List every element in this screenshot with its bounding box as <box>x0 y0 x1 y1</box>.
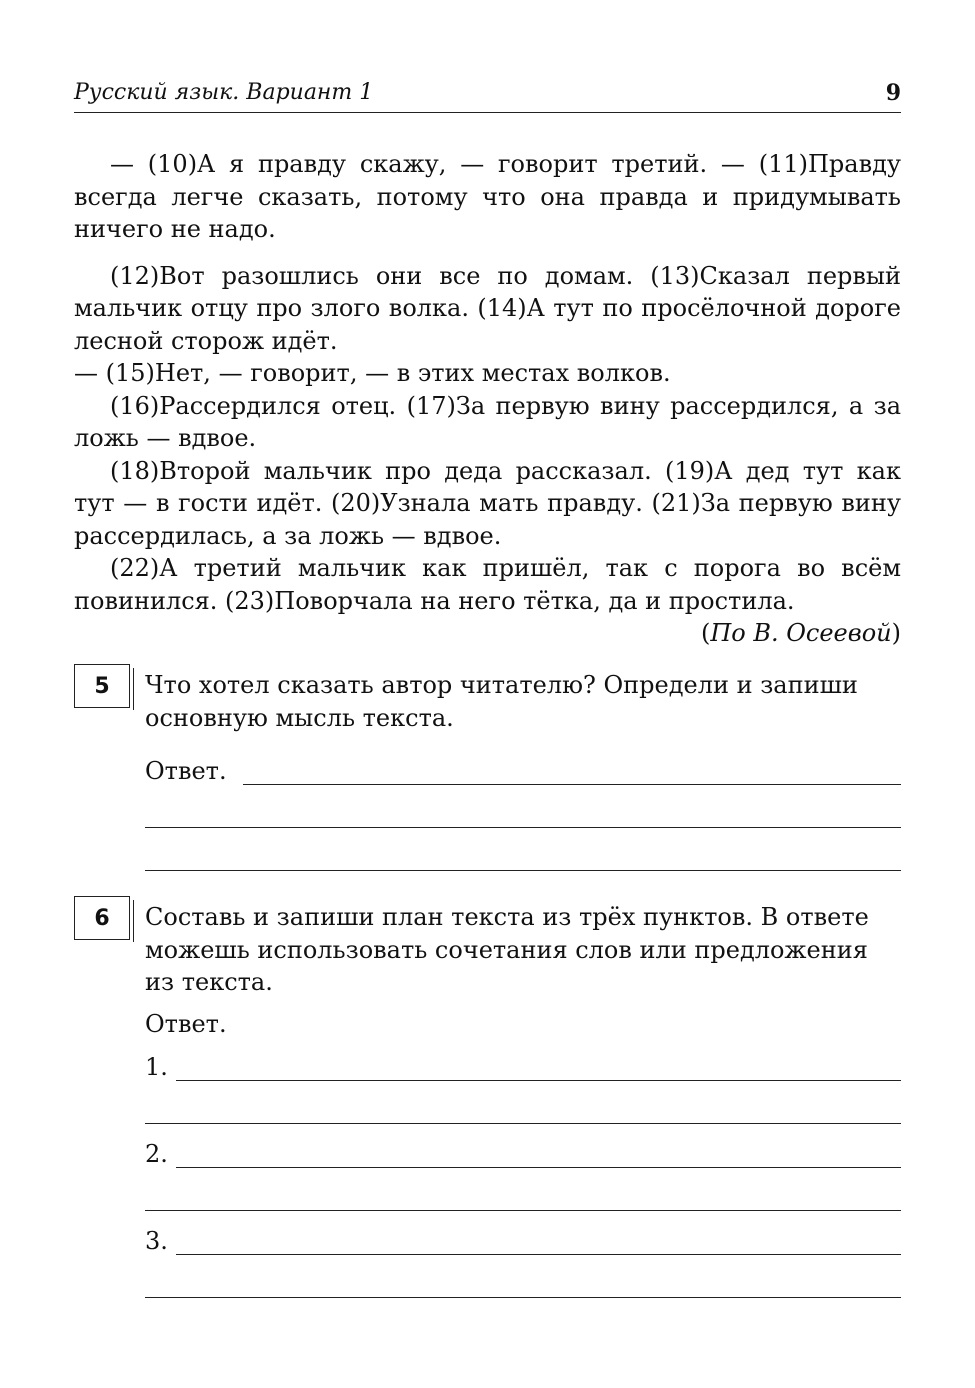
task-6-answer-label: Ответ. <box>145 1010 227 1038</box>
author-attribution: (По В. Осеевой) <box>700 619 901 647</box>
story-paragraph: (12)Вот разошлись они все по домам. (13)Сказал первый мальчик отцу про злого волка. (14)А тут по просёлочной дороге лесной сторож идёт. <box>74 261 901 355</box>
task-6-number: 6 <box>94 905 110 931</box>
task-5-question: Что хотел сказать автор читателю? Определи и запиши основную мысль текста. <box>145 671 858 732</box>
page-number: 9 <box>885 80 901 106</box>
header-title: Русский язык. Вариант 1 <box>74 80 374 105</box>
task-6-number-box <box>74 896 130 940</box>
task-5-answer-line[interactable] <box>145 827 901 828</box>
story-paragraph: — (10)А я правду скажу, — говорит третий. — (11)Правду всегда легче сказать, потому что она правда и придумывать ничего не надо. <box>74 150 901 243</box>
plan-item-3-line[interactable] <box>145 1297 901 1298</box>
plan-item-number: 2. <box>145 1140 168 1168</box>
plan-item-3-line[interactable] <box>176 1254 901 1255</box>
plan-item-number: 1. <box>145 1053 168 1081</box>
story-paragraph: — (15)Нет, — говорит, — в этих местах волков. <box>74 359 671 387</box>
story-paragraph: (18)Второй мальчик про деда рассказал. (19)А дед тут как тут — в гости идёт. (20)Узнала мать правду. (21)За первую вину рассердилась, а за ложь — вдвое. <box>74 456 901 550</box>
page-header <box>74 76 901 113</box>
story-text <box>74 148 901 650</box>
task-5-answer-line[interactable] <box>145 870 901 871</box>
story-paragraph: (16)Рассердился отец. (17)За первую вину рассердился, а за ложь — вдвое. <box>74 391 901 452</box>
task-5-number: 5 <box>94 673 110 699</box>
plan-item-number: 3. <box>145 1227 168 1255</box>
task-5-answer-line[interactable] <box>243 784 901 785</box>
task-5-number-box <box>74 664 130 708</box>
plan-item-1-line[interactable] <box>145 1123 901 1124</box>
story-paragraph: (22)А третий мальчик как пришёл, так с порога во всём повинился. (23)Поворчала на него тётка, да и простила. <box>74 554 901 615</box>
author-name: По В. Осеевой <box>710 619 892 647</box>
task-6-question: Составь и запиши план текста из трёх пунктов. В ответе можешь использовать сочетания слов или предложения из текста. <box>145 903 869 996</box>
plan-item-2-line[interactable] <box>145 1210 901 1211</box>
plan-item-2-line[interactable] <box>176 1167 901 1168</box>
task-5-answer-label: Ответ. <box>145 757 227 785</box>
plan-item-1-line[interactable] <box>176 1080 901 1081</box>
